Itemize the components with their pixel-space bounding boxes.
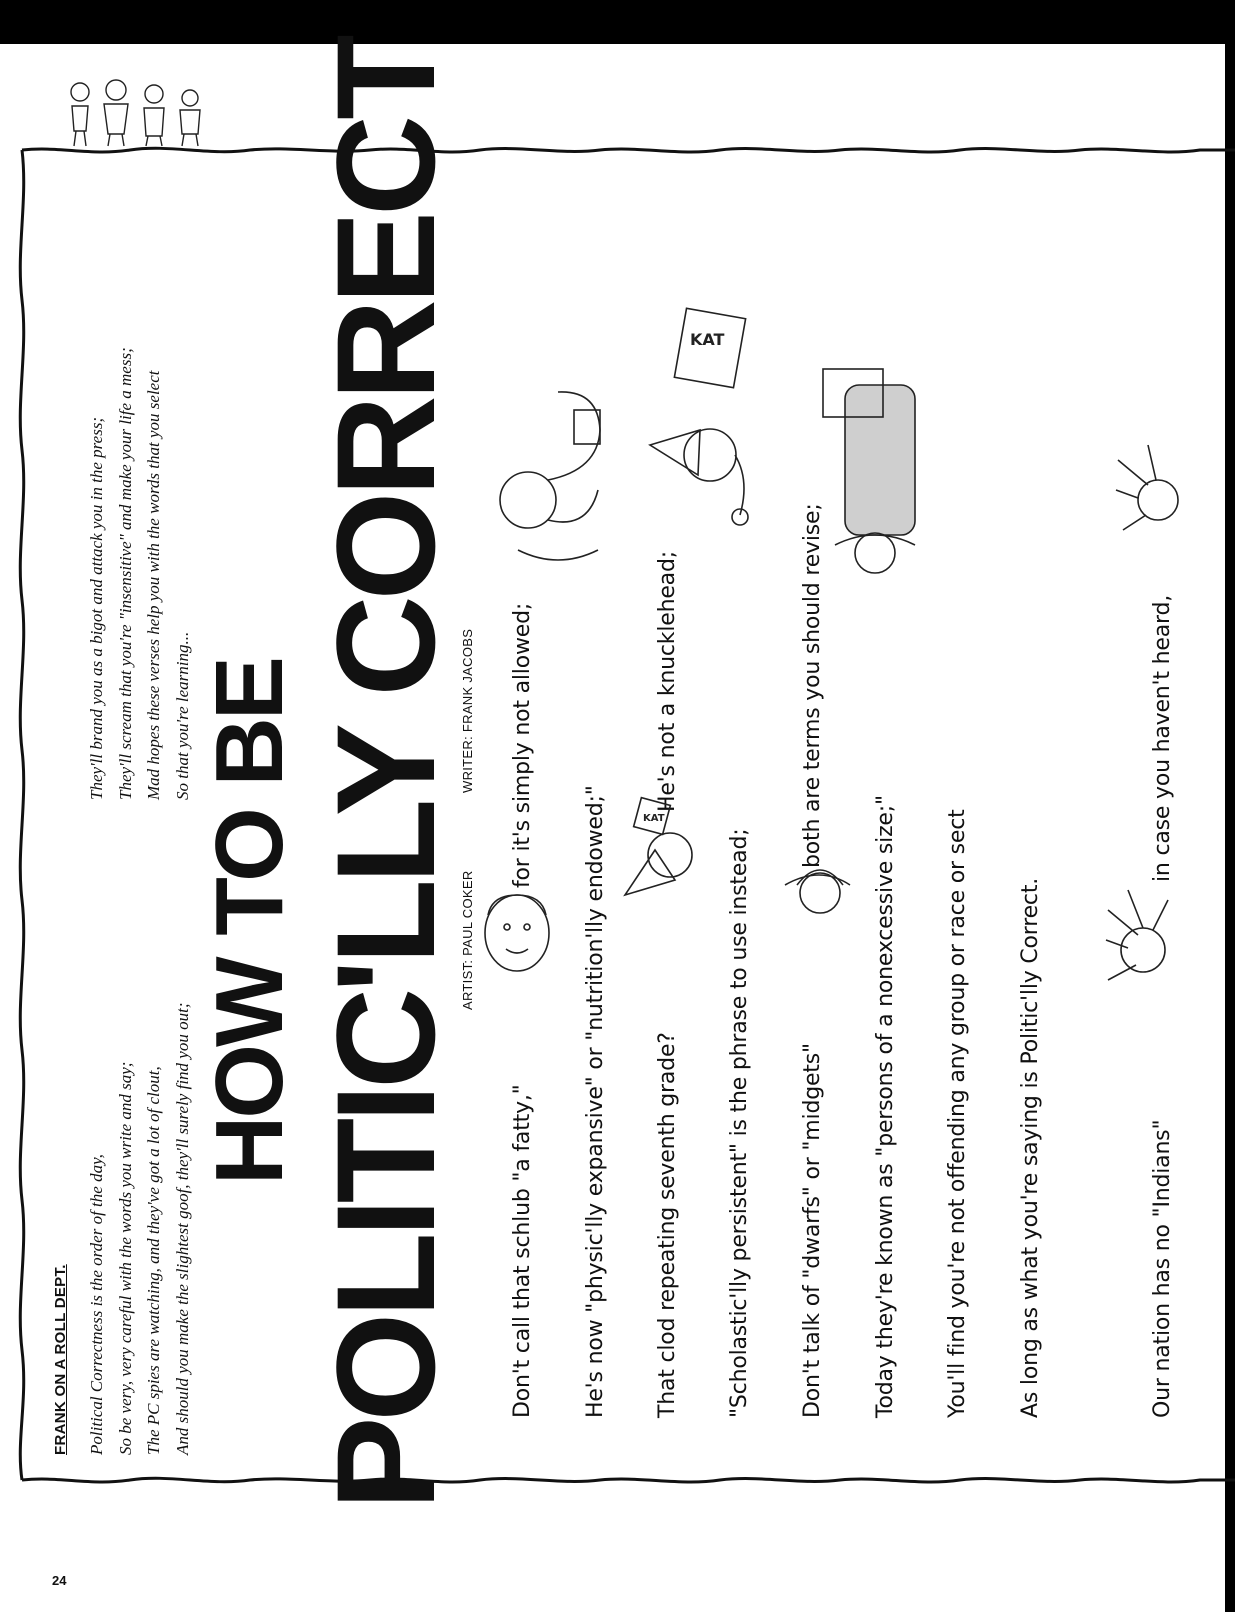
title-line-1: [196, 659, 303, 1185]
intro-line: They'll brand you as a bigot and attack you in the press;: [87, 416, 106, 800]
title-line-2: [307, 39, 464, 1510]
intro-line: The PC spies are watching, and they've got a lot of clout,: [144, 1066, 163, 1455]
department-label: FRANK ON A ROLL DEPT.: [52, 1264, 69, 1455]
writer-credit: WRITER: FRANK JACOBS: [460, 628, 475, 793]
intro-line: And should you make the slightest goof, they'll surely find you out;: [172, 1002, 192, 1455]
verse-8-left: As long as what you're saying is Politic'lly Correct.: [1018, 877, 1043, 1418]
small-kid-cowboy-hat-cartoon: [775, 845, 855, 930]
intro-line: So be very, very careful with the words you write and say;: [115, 1061, 135, 1455]
verse-9-left: Our nation has no "Indians": [1150, 1119, 1175, 1418]
verse-1-right: for it's simply not allowed;: [510, 602, 535, 888]
indian-headdress-cartoon: [1098, 880, 1188, 1020]
title-line-1-text: HOW TO BE: [196, 659, 303, 1185]
intro-stanza-1: [83, 1003, 197, 1455]
verse-6-left: Today they're known as "persons of a nonexcessive size;": [873, 795, 898, 1418]
verse-4-left: "Scholastic'lly persistent" is the phrase to use instead;: [727, 828, 752, 1418]
verse-3-left: That clod repeating seventh grade?: [655, 1032, 680, 1418]
verse-3-right: He's not a knucklehead;: [655, 551, 680, 812]
dunce-kid-with-sign-cartoon: [640, 305, 770, 535]
intro-line: Mad hopes these verses help you with the words that you select: [144, 370, 163, 800]
cowboy-and-boot-cartoon: [815, 355, 965, 595]
intro-stanza-2: [83, 347, 197, 800]
intro-line: Political Correctness is the order of the day,: [87, 1154, 106, 1455]
fat-face-cartoon: [472, 885, 562, 980]
dunce-cap-kid-cartoon: [615, 795, 715, 905]
artist-credit: ARTIST: PAUL COKER: [460, 870, 475, 1010]
verse-5-left: Don't talk of "dwarfs" or "midgets": [800, 1043, 825, 1418]
intro-line: They'll scream that you're "insensitive" and make your life a mess;: [115, 347, 135, 800]
title-line-2-text: POLITIC'LLY CORRECT: [307, 39, 464, 1510]
verse-1-left: Don't call that schlub "a fatty,": [510, 1084, 535, 1418]
indian-headdress-cartoon-2: [1108, 440, 1198, 550]
page-number: 24: [52, 1573, 67, 1588]
sign-text: KAT: [643, 813, 665, 824]
fat-man-eating-cartoon: [488, 370, 618, 570]
verse-9-right: in case you haven't heard,: [1150, 595, 1175, 882]
verse-7-left: You'll find you're not offending any group or race or sect: [945, 809, 970, 1418]
family-figures-illustration: [58, 76, 218, 148]
verse-5-right: both are terms you should revise;: [800, 503, 825, 868]
sign-text-large: KAT: [690, 330, 725, 349]
intro-line: So that you're learning...: [172, 631, 192, 800]
verse-2-left: He's now "physic'lly expansive" or "nutrition'lly endowed;": [583, 785, 608, 1418]
